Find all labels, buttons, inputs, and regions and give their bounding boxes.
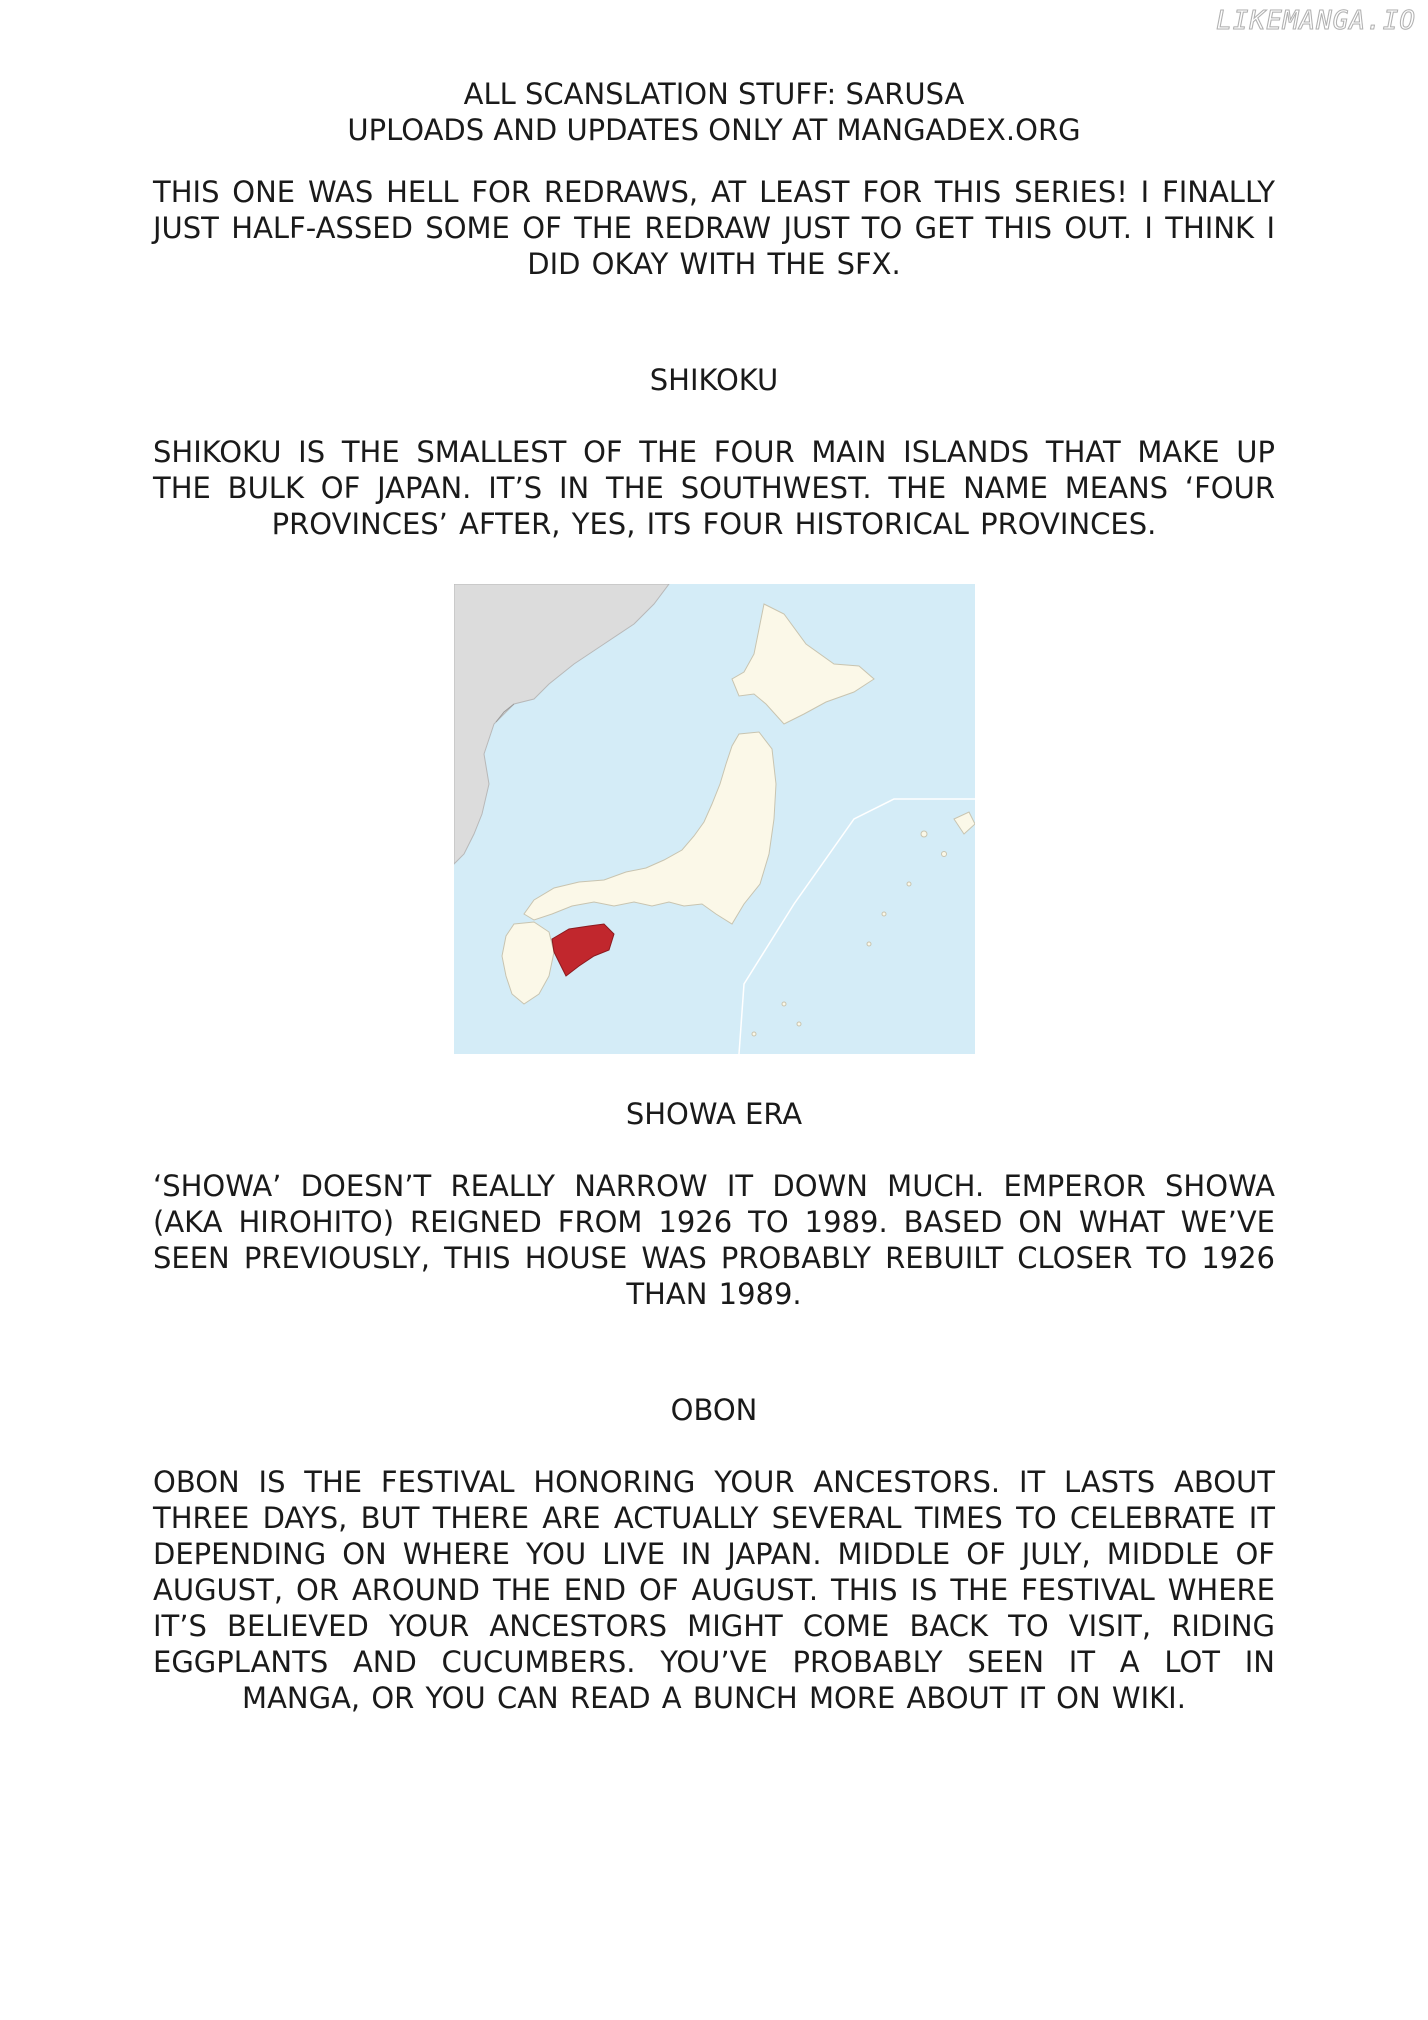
body-shikoku: SHIKOKU IS THE SMALLEST OF THE FOUR MAIN ISLANDS THAT MAKE UP THE BULK OF JAPAN. IT’S IN THE SOUTHWEST. THE NAME MEANS ‘FOUR PROVINCES’ AFTER, YES, ITS FOUR HISTORICAL PROVINCES. xyxy=(153,435,1275,541)
credits-line-1: ALL SCANSLATION STUFF: SARUSA xyxy=(463,77,965,111)
notes-page xyxy=(153,76,1275,1716)
credits-line-2: UPLOADS AND UPDATES ONLY AT MANGADEX.ORG xyxy=(347,113,1081,147)
body-showa-era: ‘SHOWA’ DOESN’T REALLY NARROW IT DOWN MUCH. EMPEROR SHOWA (AKA HIROHITO) REIGNED FROM 1926 TO 1989. BASED ON WHAT WE’VE SEEN PREVIOUSLY, THIS HOUSE WAS PROBABLY REBUILT CLOSER TO 1926 THAN 1989. xyxy=(153,1169,1275,1311)
map-island xyxy=(941,852,946,857)
intro-paragraph: THIS ONE WAS HELL FOR REDRAWS, AT LEAST FOR THIS SERIES! I FINALLY JUST HALF-ASSED SOME OF THE REDRAW JUST TO GET THIS OUT. I THINK I DID OKAY WITH THE SFX. xyxy=(153,175,1275,281)
map-island xyxy=(907,882,911,886)
heading-shikoku: SHIKOKU xyxy=(649,363,779,397)
japan-map xyxy=(454,584,975,1054)
body-obon: OBON IS THE FESTIVAL HONORING YOUR ANCESTORS. IT LASTS ABOUT THREE DAYS, BUT THERE ARE ACTUALLY SEVERAL TIMES TO CELEBRATE IT DEPENDING ON WHERE YOU LIVE IN JAPAN. MIDDLE OF JULY, MIDDLE OF AUGUST, OR AROUND THE END OF AUGUST. THIS IS THE FESTIVAL WHERE IT’S BELIEVED YOUR ANCESTORS MIGHT COME BACK TO VISIT, RIDING EGGPLANTS AND CUCUMBERS. YOU’VE PROBABLY SEEN IT A LOT IN MANGA, OR YOU CAN READ A BUNCH MORE ABOUT IT ON WIKI. xyxy=(153,1465,1275,1715)
japan-map-image xyxy=(454,584,975,1054)
watermark: LIKEMANGA.IO xyxy=(1216,6,1416,36)
map-island xyxy=(867,942,871,946)
map-island xyxy=(797,1022,801,1026)
map-island xyxy=(782,1002,786,1006)
map-island xyxy=(882,912,886,916)
map-island xyxy=(752,1032,756,1036)
heading-obon: OBON xyxy=(670,1393,758,1427)
heading-showa-era: SHOWA ERA xyxy=(625,1097,803,1131)
credits xyxy=(153,76,1275,148)
map-island xyxy=(921,831,927,837)
